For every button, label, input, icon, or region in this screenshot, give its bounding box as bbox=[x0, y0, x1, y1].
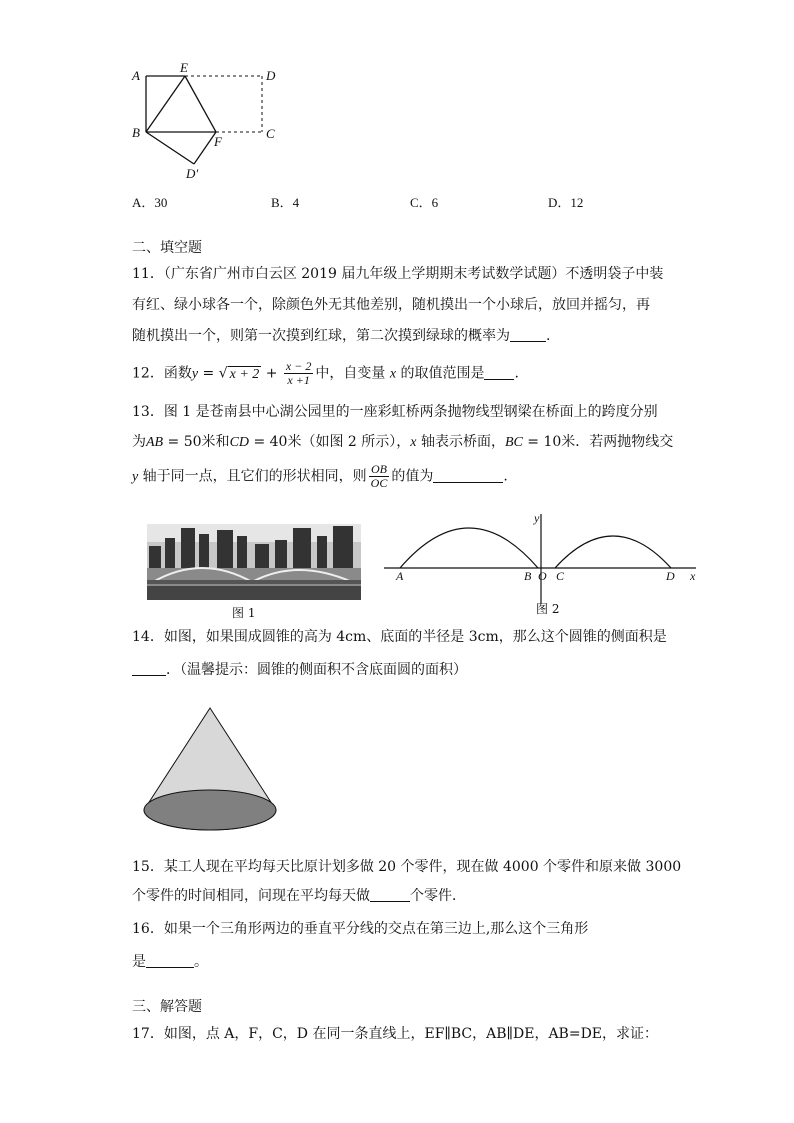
q12-suffix2: 的取值范围是 bbox=[400, 365, 485, 382]
q16-line2 bbox=[132, 952, 208, 972]
q15-text-a: 个零件的时间相同，问现在平均每天做 bbox=[132, 888, 370, 904]
q13-l3-end: 的值为 bbox=[391, 468, 434, 485]
q13-l3-text: 轴于同一点，且它们的形状相同，则 bbox=[138, 468, 367, 485]
q12-frac-num: x − 2 bbox=[285, 359, 312, 373]
q11-end: . bbox=[546, 328, 551, 344]
q13-l2a: 为 bbox=[132, 434, 146, 450]
fig10-diagram bbox=[128, 62, 288, 184]
q13-ab: AB bbox=[146, 435, 164, 450]
q13-mid: 轴表示桥面， bbox=[416, 434, 505, 450]
q13-ab-val: = 50米和 bbox=[163, 434, 230, 450]
fig2-label-C: C bbox=[556, 569, 565, 583]
section-heading-solutions: 三、解答题 bbox=[132, 999, 202, 1015]
fig2-label-O: O bbox=[538, 569, 547, 583]
q12-fraction bbox=[284, 360, 313, 387]
q14-line1: 14．如图，如果围成圆锥的高为 4cm、底面的半径是 3cm，那么这个圆锥的侧面积是 bbox=[132, 629, 667, 645]
q12-plus: + bbox=[261, 365, 282, 382]
q13-bc: BC bbox=[504, 435, 523, 450]
q13-y: y bbox=[132, 469, 139, 485]
q16-line1: 16．如果一个三角形两边的垂直平分线的交点在第三边上,那么这个三角形 bbox=[132, 921, 589, 937]
answer-blank bbox=[484, 365, 514, 380]
q13-bc-val: = 10米．若两抛物线交 bbox=[522, 434, 674, 450]
cone-diagram bbox=[140, 704, 280, 838]
option-a: A．30 bbox=[132, 195, 168, 210]
q15-line1: 15．某工人现在平均每天比原计划多做 20 个零件，现在做 4000 个零件和原来做 3000 bbox=[132, 859, 682, 875]
q12-eq: = bbox=[198, 365, 219, 382]
q15-text-b: 个零件． bbox=[410, 888, 466, 904]
q13-cd-val: = 40米（如图 2 所示）， bbox=[249, 434, 411, 450]
q12-suffix: 中，自变量 bbox=[315, 365, 386, 382]
option-d: D．12 bbox=[548, 195, 584, 210]
fig2-label-D: D bbox=[666, 569, 675, 583]
label-Dprime: D′ bbox=[186, 166, 199, 181]
q16-text-b: 。 bbox=[194, 954, 208, 970]
q16-text-a: 是 bbox=[132, 954, 146, 970]
label-D: D bbox=[266, 68, 276, 83]
answer-blank bbox=[370, 887, 410, 902]
q12-var: x bbox=[389, 366, 397, 382]
q13-cd: CD bbox=[229, 435, 250, 450]
answer-blank bbox=[510, 327, 546, 342]
q12-line bbox=[132, 360, 519, 387]
fig2-label-B: B bbox=[524, 569, 532, 583]
bridge-photo bbox=[147, 524, 361, 600]
q13-line1: 13．图 1 是苍南县中心湖公园里的一座彩虹桥两条抛物线型钢梁在桥面上的跨度分别 bbox=[132, 404, 658, 420]
q17-line: 17．如图，点 A，F，C，D 在同一条直线上，EF∥BC，AB∥DE，AB=DE，求证： bbox=[132, 1026, 659, 1042]
sqrt-sign: √ bbox=[218, 365, 228, 382]
answer-blank bbox=[132, 661, 166, 676]
section-heading-fill-in: 二、填空题 bbox=[132, 240, 202, 256]
q13-frac-den: OC bbox=[370, 476, 388, 490]
q13-line3 bbox=[132, 463, 508, 490]
q13-frac-num: OB bbox=[369, 463, 390, 477]
q11-text: 随机摸出一个，则第一次摸到红球，第二次摸到绿球的概率为 bbox=[132, 328, 510, 344]
label-C: C bbox=[266, 126, 275, 141]
q12-sqrt: x + 2 bbox=[229, 366, 260, 382]
label-A: A bbox=[132, 68, 140, 83]
q13-fraction bbox=[369, 463, 390, 490]
q12-prefix: 12．函数 bbox=[132, 365, 192, 382]
label-F: F bbox=[214, 134, 222, 149]
parabola-diagram bbox=[380, 508, 706, 608]
q14-line2 bbox=[132, 660, 467, 680]
q15-line2 bbox=[132, 886, 466, 906]
q12-end: . bbox=[514, 365, 519, 382]
q13-x: x bbox=[410, 435, 417, 450]
fig2-label-A: A bbox=[396, 569, 404, 583]
fig1-caption: 图 1 bbox=[232, 606, 256, 620]
q13-end: . bbox=[503, 468, 508, 485]
answer-blank bbox=[146, 953, 194, 968]
fig2-caption: 图 2 bbox=[536, 602, 560, 616]
fig2-label-x: x bbox=[690, 569, 696, 583]
answer-blank bbox=[433, 468, 503, 483]
option-c: C．6 bbox=[410, 195, 439, 210]
q14-text: ．（温馨提示：圆锥的侧面积不含底面圆的面积） bbox=[166, 662, 467, 678]
q11-line1: 11．（广东省广州市白云区 2019 届九年级上学期期末考试数学试题）不透明袋子中装 bbox=[132, 266, 664, 282]
q12-frac-den: x +1 bbox=[287, 373, 310, 387]
option-b: B．4 bbox=[271, 195, 300, 210]
q13-line2 bbox=[132, 432, 673, 453]
q12-y: y bbox=[191, 366, 199, 382]
q11-line3 bbox=[132, 326, 550, 346]
label-E: E bbox=[180, 62, 188, 75]
fig2-label-y: y bbox=[534, 511, 540, 525]
q11-line2: 有红、绿小球各一个，除颜色外无其他差别，随机摸出一个小球后，放回并摇匀，再 bbox=[132, 297, 650, 313]
label-B: B bbox=[132, 125, 140, 140]
